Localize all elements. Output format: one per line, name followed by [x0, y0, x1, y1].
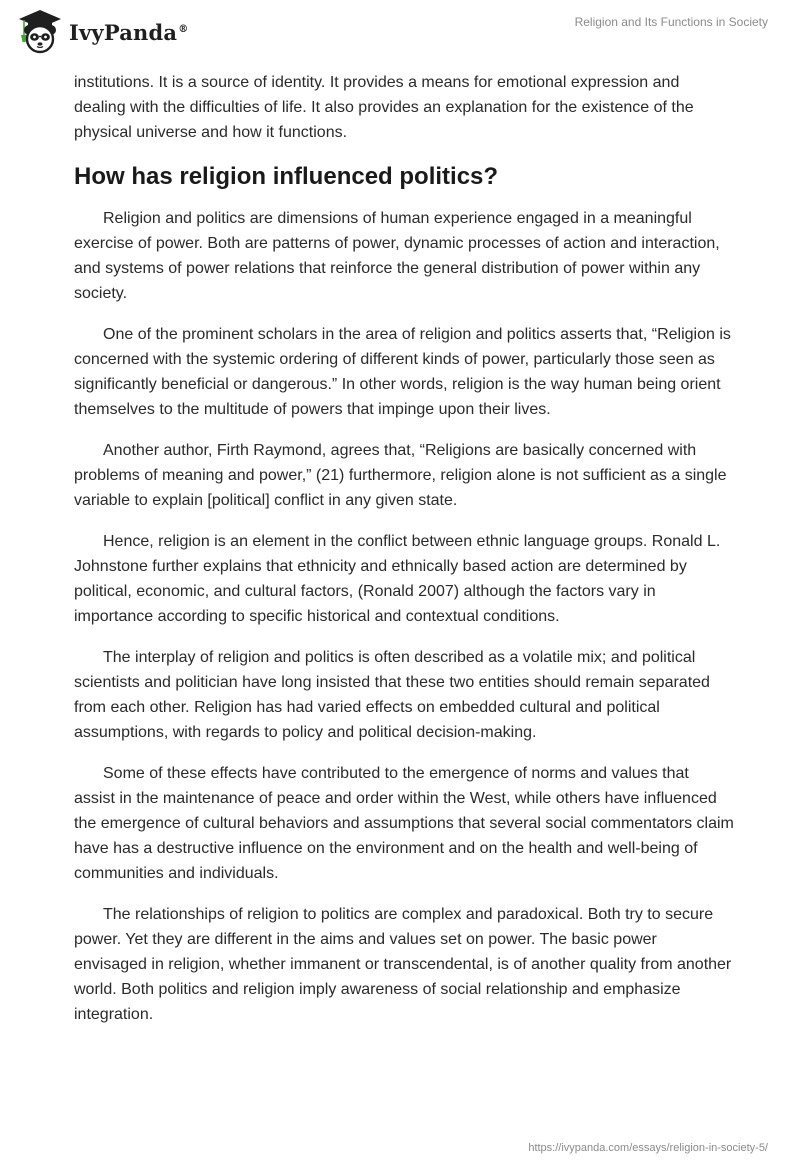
brand-name: IvyPanda®: [69, 19, 189, 45]
section-heading: How has religion influenced politics?: [74, 163, 499, 190]
intro-paragraph: institutions. It is a source of identity. It provides a means for emotional expression and dealing with the difficulties of life. It also provides an explanation for the existence of the physical universe and how it functions.: [74, 74, 694, 141]
source-url[interactable]: https://ivypanda.com/essays/religion-in-society-5/: [528, 1142, 768, 1154]
paragraph: The relationships of religion to politics are complex and paradoxical. Both try to secure power. Yet they are different in the aims and values set on power. The basic power envisaged in religion, whether immanent or transcendental, is of another quality from another world. Both politics and religion imply awareness of social relationship and emphasize integration.: [74, 906, 732, 1023]
paragraph: Hence, religion is an element in the conflict between ethnic language groups. Ronald L. Johnstone further explains that ethnicity and ethnically based action are determined by political, economic, and cultural factors, (Ronald 2007) although the factors vary in importance according to specific historical and contextual conditions.: [74, 533, 721, 625]
paragraph: One of the prominent scholars in the area of religion and politics asserts that, “Religion is concerned with the systemic ordering of different kinds of power, particularly those seen as significantly beneficial or dangerous.” In other words, religion is the way human being orient themselves to the multitude of powers that impinge upon their lives.: [74, 326, 731, 418]
paragraph: The interplay of religion and politics is often described as a volatile mix; and political scientists and politician have long insisted that these two entities should remain separated from each other. Religion has had varied effects on embedded cultural and political assumptions, with regards to policy and political decision-making.: [74, 649, 710, 741]
page-header: [0, 0, 800, 70]
paragraph: Another author, Firth Raymond, agrees that, “Religions are basically concerned with problems of meaning and power,” (21) furthermore, religion alone is not sufficient as a single variable to explain [political] conflict in any given state.: [74, 442, 727, 509]
panda-graduate-icon: [15, 8, 65, 56]
paragraph: Religion and politics are dimensions of human experience engaged in a meaningful exercise of power. Both are patterns of power, dynamic processes of action and interaction, and systems of power relations that reinforce the general distribution of power within any society.: [74, 210, 720, 302]
running-title: Religion and Its Functions in Society: [574, 15, 768, 29]
ivypanda-logo[interactable]: [15, 8, 188, 56]
paragraph: Some of these effects have contributed to the emergence of norms and values that assist in the maintenance of peace and order within the West, while others have influenced the emergence of cultural behaviors and assumptions that several social commentators claim have has a destructive influence on the environment and on the health and well-being of communities and individuals.: [74, 765, 734, 882]
article-body: [74, 70, 734, 1043]
